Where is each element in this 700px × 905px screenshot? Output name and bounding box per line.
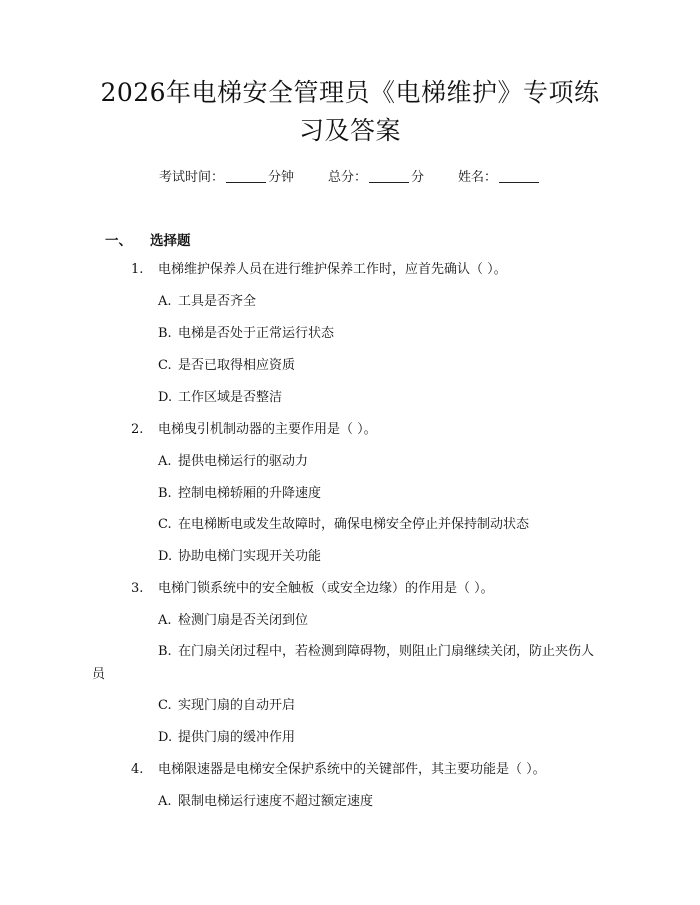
- score-unit: 分: [411, 170, 425, 185]
- question-text: 电梯限速器是电梯安全保护系统中的关键部件，其主要功能是（ ）。: [158, 762, 546, 777]
- option-letter: A.: [158, 794, 172, 809]
- option-text: 限制电梯运行速度不超过额定速度: [178, 794, 374, 809]
- question-number: 1.: [131, 262, 144, 277]
- option-text: 是否已取得相应资质: [178, 358, 296, 373]
- option-item: [158, 696, 598, 716]
- option-letter: C.: [158, 517, 172, 532]
- option-text: 控制电梯轿厢的升降速度: [178, 486, 322, 501]
- option-letter: C.: [158, 698, 172, 713]
- option-text: 实现门扇的自动开启: [178, 698, 296, 713]
- option-letter: D.: [158, 730, 173, 745]
- option-letter: A.: [158, 454, 172, 469]
- time-unit: 分钟: [267, 170, 294, 185]
- question-stem: [131, 579, 611, 599]
- option-letter: A.: [158, 613, 172, 628]
- option-text: 检测门扇是否关闭到位: [178, 613, 309, 628]
- question-text: 电梯维护保养人员在进行维护保养工作时，应首先确认（ ）。: [158, 262, 507, 277]
- option-item: [158, 792, 598, 812]
- question-number: 4.: [131, 762, 144, 777]
- option-item: [158, 611, 598, 631]
- time-label: 考试时间：: [158, 170, 224, 185]
- name-label: 姓名：: [458, 170, 498, 185]
- option-letter: D.: [158, 390, 173, 405]
- option-text: 工作区域是否整洁: [178, 390, 283, 405]
- option-letter: D.: [158, 549, 173, 564]
- section-heading: [105, 229, 191, 249]
- option-letter: A.: [158, 294, 172, 309]
- time-blank: [226, 168, 266, 183]
- option-item: [158, 356, 598, 376]
- option-letter: B.: [158, 326, 172, 341]
- question-stem: [131, 420, 611, 440]
- page-title: 2026年电梯安全管理员《电梯维护》专项练习及答案: [100, 78, 600, 145]
- option-text: 电梯是否处于正常运行状态: [178, 326, 335, 341]
- option-text: 在门扇关闭过程中，若检测到障碍物，则阻止门扇继续关闭，防止夹伤人员: [92, 644, 595, 682]
- option-text: 工具是否齐全: [178, 294, 257, 309]
- score-blank: [369, 168, 409, 183]
- question-stem: [131, 260, 611, 280]
- option-item: [158, 515, 598, 535]
- option-item: [158, 452, 598, 472]
- question-text: 电梯曳引机制动器的主要作用是（ ）。: [158, 422, 377, 437]
- option-item: [158, 324, 598, 344]
- score-label: 总分：: [327, 170, 367, 185]
- section-number: 一、: [105, 233, 132, 249]
- name-blank: [499, 168, 539, 183]
- option-item: [158, 547, 598, 567]
- option-letter: B.: [158, 644, 172, 659]
- option-letter: B.: [158, 486, 172, 501]
- question-number: 2.: [131, 422, 144, 437]
- option-item: [158, 388, 598, 408]
- option-text: 提供电梯运行的驱动力: [178, 454, 309, 469]
- section-title: 选择题: [150, 233, 191, 249]
- exam-meta-line: [0, 168, 700, 188]
- question-text: 电梯门锁系统中的安全触板（或安全边缘）的作用是（ ）。: [158, 581, 494, 596]
- option-item: [158, 484, 598, 504]
- option-item: [158, 728, 598, 748]
- question-number: 3.: [131, 581, 144, 596]
- option-item: [158, 292, 598, 312]
- option-text: 提供门扇的缓冲作用: [178, 730, 296, 745]
- question-stem: [131, 760, 611, 780]
- option-text: 协助电梯门实现开关功能: [178, 549, 322, 564]
- option-letter: C.: [158, 358, 172, 373]
- option-text: 在电梯断电或发生故障时，确保电梯安全停止并保持制动状态: [178, 517, 530, 532]
- option-item: [92, 640, 602, 686]
